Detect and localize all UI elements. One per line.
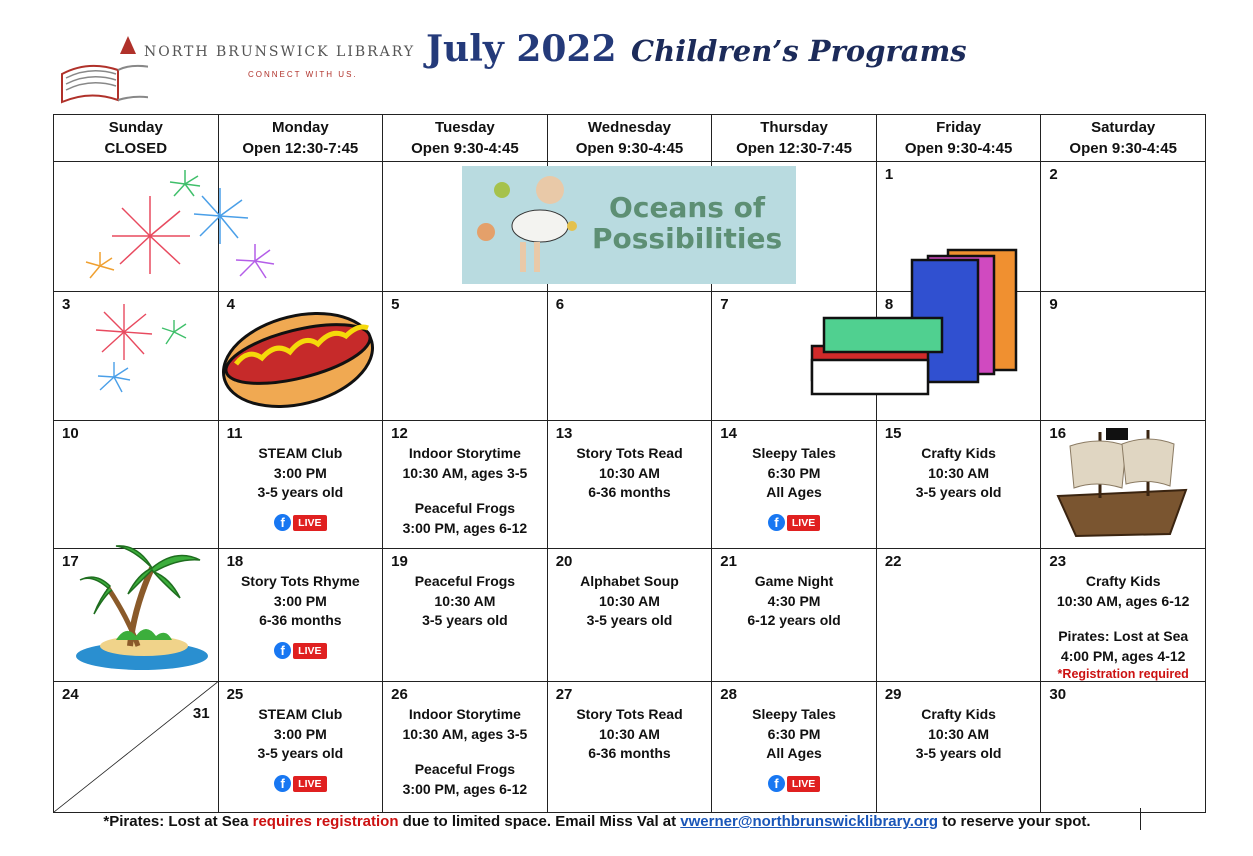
weekday-hours: Open 9:30-4:45 xyxy=(1069,140,1177,157)
event-title: Sleepy Tales xyxy=(752,706,836,722)
day-number: 3 xyxy=(62,296,71,313)
event-detail: 4:00 PM, ages 4-12 xyxy=(1060,647,1186,664)
event-detail: 10:30 AM xyxy=(928,464,990,481)
day-number: 18 xyxy=(226,553,244,570)
event-title: Story Tots Rhyme xyxy=(240,573,360,589)
event-detail: 10:30 AM xyxy=(434,592,496,609)
weekday-name: Monday xyxy=(272,119,329,136)
weekday-name: Saturday xyxy=(1091,119,1156,136)
event-detail: 3:00 PM, ages 6-12 xyxy=(402,780,528,797)
day-number: 23 xyxy=(1049,553,1067,570)
event-title: Pirates: Lost at Sea xyxy=(1058,628,1189,644)
hotdog-icon xyxy=(218,298,380,416)
event-detail: 10:30 AM xyxy=(928,725,990,742)
event-title: Crafty Kids xyxy=(1085,573,1161,589)
live-label: LIVE xyxy=(293,776,326,792)
day-cell-11 xyxy=(218,421,383,549)
event-spacer xyxy=(383,744,547,760)
facebook-live-badge[interactable] xyxy=(768,774,820,792)
event-title: Peaceful Frogs xyxy=(414,573,516,589)
day-number-secondary: 31 xyxy=(192,705,210,722)
library-tagline: CONNECT WITH US. xyxy=(248,70,358,79)
day-number: 16 xyxy=(1049,425,1067,442)
day-number: 26 xyxy=(391,686,408,703)
facebook-icon: f xyxy=(274,642,291,659)
facebook-live-badge[interactable] xyxy=(274,641,326,659)
weekday-name: Thursday xyxy=(760,119,828,136)
day-number: 29 xyxy=(884,686,902,703)
day-cell-9 xyxy=(1041,292,1206,421)
event-title: Crafty Kids xyxy=(921,445,996,461)
event-detail: 3-5 years old xyxy=(257,484,344,500)
event-detail: 3:00 PM, ages 6-12 xyxy=(402,519,528,536)
weekday-thursday xyxy=(712,115,877,162)
event-block xyxy=(383,572,547,631)
facebook-live-badge[interactable] xyxy=(768,513,820,531)
child-with-bird-icon xyxy=(462,166,592,284)
calendar-week-row xyxy=(54,549,1206,682)
banner-title xyxy=(592,192,782,254)
event-block xyxy=(548,705,712,764)
event-title: Game Night xyxy=(754,573,834,589)
day-number: 28 xyxy=(720,686,737,703)
weekday-wednesday xyxy=(547,115,712,162)
weekday-hours: Open 9:30-4:45 xyxy=(575,140,684,157)
event-detail: All Ages xyxy=(766,745,822,761)
event-title: Crafty Kids xyxy=(921,706,996,722)
event-detail: 6-36 months xyxy=(259,612,342,628)
facebook-icon: f xyxy=(274,514,291,531)
footnote-highlight: requires registration xyxy=(252,813,399,830)
event-title: Sleepy Tales xyxy=(752,445,836,461)
event-detail: 4:30 PM xyxy=(767,592,821,609)
day-cell-14 xyxy=(712,421,877,549)
day-cell-22 xyxy=(876,549,1041,682)
footnote-text-1: *Pirates: Lost at Sea xyxy=(103,813,253,830)
event-detail: 10:30 AM xyxy=(598,592,660,609)
pirate-ship-icon xyxy=(1052,426,1192,544)
palm-island-icon xyxy=(72,528,212,674)
footnote-text-3: to reserve your spot. xyxy=(938,813,1091,830)
day-number: 21 xyxy=(720,553,737,570)
event-block xyxy=(712,572,876,631)
event-block xyxy=(548,444,712,503)
day-number: 6 xyxy=(555,296,565,313)
day-cell-2 xyxy=(1041,162,1206,292)
fireworks-icon xyxy=(70,166,310,290)
weekday-hours: CLOSED xyxy=(104,140,168,157)
weekday-monday xyxy=(218,115,383,162)
day-number: 14 xyxy=(720,425,737,442)
day-number: 15 xyxy=(884,425,902,442)
day-cell-23 xyxy=(1041,549,1206,682)
event-title: Alphabet Soup xyxy=(580,573,679,589)
weekday-saturday xyxy=(1041,115,1206,162)
event-detail: 10:30 AM, ages 3-5 xyxy=(402,464,528,481)
day-number: 30 xyxy=(1049,686,1067,703)
calendar-week-row xyxy=(54,421,1206,549)
day-cell-18 xyxy=(218,549,383,682)
event-detail: 6-36 months xyxy=(588,745,671,761)
live-label: LIVE xyxy=(293,515,326,531)
library-name: NORTH BRUNSWICK LIBRARY xyxy=(144,44,416,60)
weekday-header-row xyxy=(54,115,1206,162)
calendar-week-row xyxy=(54,682,1206,813)
event-detail: 3:00 PM xyxy=(273,464,327,481)
event-title: Story Tots Read xyxy=(576,706,683,722)
banner-line-1: Oceans of xyxy=(609,191,766,224)
live-label: LIVE xyxy=(787,776,820,792)
day-cell-13 xyxy=(547,421,712,549)
event-detail: 10:30 AM xyxy=(598,464,660,481)
event-title: Peaceful Frogs xyxy=(414,761,516,777)
event-detail: 6:30 PM xyxy=(767,725,821,742)
day-cell-26 xyxy=(383,682,548,813)
day-number: 22 xyxy=(884,553,902,570)
facebook-live-badge[interactable] xyxy=(274,513,326,531)
day-cell-27 xyxy=(547,682,712,813)
registration-note: *Registration required xyxy=(1057,667,1189,681)
event-block xyxy=(1041,572,1205,682)
event-title: Indoor Storytime xyxy=(408,445,521,461)
title-month: July 2022 xyxy=(426,28,617,70)
weekday-hours: Open 9:30-4:45 xyxy=(904,140,1013,157)
facebook-icon: f xyxy=(274,775,291,792)
banner-line-2: Possibilities xyxy=(592,222,783,255)
day-cell-19 xyxy=(383,549,548,682)
day-cell-15 xyxy=(876,421,1041,549)
day-cell-6 xyxy=(547,292,712,421)
event-block xyxy=(548,572,712,631)
event-detail: 3-5 years old xyxy=(422,612,508,628)
day-cell-25 xyxy=(218,682,383,813)
weekday-friday xyxy=(876,115,1041,162)
event-block xyxy=(383,444,547,538)
event-detail: All Ages xyxy=(766,484,822,500)
day-cell-29 xyxy=(876,682,1041,813)
email-link[interactable]: vwerner@northbrunswicklibrary.org xyxy=(680,813,939,830)
day-cell-5 xyxy=(383,292,548,421)
footer-divider xyxy=(1140,808,1141,830)
event-detail: 10:30 AM, ages 3-5 xyxy=(402,725,528,742)
fireworks-icon xyxy=(74,292,204,404)
title-programs: Children’s Programs xyxy=(630,34,967,68)
event-title: Peaceful Frogs xyxy=(414,500,516,516)
weekday-name: Sunday xyxy=(108,119,163,136)
weekday-tuesday xyxy=(383,115,548,162)
day-number: 10 xyxy=(62,425,79,442)
weekday-sunday xyxy=(54,115,219,162)
day-number: 20 xyxy=(555,553,573,570)
event-detail: 10:30 AM, ages 6-12 xyxy=(1056,592,1190,609)
live-label: LIVE xyxy=(787,515,820,531)
day-number: 27 xyxy=(555,686,573,703)
event-title: Story Tots Read xyxy=(576,445,683,461)
weekday-hours: Open 9:30-4:45 xyxy=(411,140,519,157)
footnote-text-2: due to limited space. Email Miss Val at xyxy=(398,813,681,830)
day-number: 11 xyxy=(226,425,243,442)
weekday-name: Wednesday xyxy=(587,119,672,136)
event-block xyxy=(712,444,876,532)
day-number: 12 xyxy=(391,425,408,442)
live-label: LIVE xyxy=(293,643,326,659)
event-title: STEAM Club xyxy=(258,706,343,722)
day-number: 25 xyxy=(226,686,244,703)
event-detail: 3-5 years old xyxy=(257,745,344,761)
event-block xyxy=(219,572,383,660)
library-logo xyxy=(58,30,416,108)
facebook-live-badge[interactable] xyxy=(274,774,326,792)
day-number: 1 xyxy=(884,166,894,183)
event-spacer xyxy=(1041,611,1205,627)
day-number: 5 xyxy=(391,296,400,313)
day-cell-12 xyxy=(383,421,548,549)
weekday-hours: Open 12:30-7:45 xyxy=(736,140,852,157)
event-spacer xyxy=(383,483,547,499)
day-cell-30 xyxy=(1041,682,1206,813)
registration-footnote xyxy=(53,812,1141,832)
facebook-icon: f xyxy=(768,775,785,792)
event-title: STEAM Club xyxy=(258,445,343,461)
day-cell-21 xyxy=(712,549,877,682)
event-detail: 6-36 months xyxy=(588,484,671,500)
day-cell-20 xyxy=(547,549,712,682)
event-block xyxy=(219,444,383,532)
event-block xyxy=(877,705,1041,764)
day-number: 9 xyxy=(1049,296,1058,313)
event-detail: 6:30 PM xyxy=(767,464,821,481)
oceans-banner xyxy=(462,166,796,284)
event-detail: 3-5 years old xyxy=(915,745,1002,761)
weekday-name: Tuesday xyxy=(435,119,495,136)
weekday-name: Friday xyxy=(936,119,982,136)
event-detail: 3:00 PM xyxy=(273,725,327,742)
books-stack-icon xyxy=(808,246,1022,410)
event-block xyxy=(877,444,1041,503)
page-title xyxy=(426,28,967,70)
day-number: 8 xyxy=(884,296,894,313)
day-number: 4 xyxy=(226,296,235,313)
event-detail: 3-5 years old xyxy=(586,612,673,628)
event-detail: 6-12 years old xyxy=(747,612,841,628)
day-number: 24 xyxy=(62,686,79,703)
event-detail: 10:30 AM xyxy=(598,725,660,742)
day-cell-28 xyxy=(712,682,877,813)
facebook-icon: f xyxy=(768,514,785,531)
weekday-hours: Open 12:30-7:45 xyxy=(242,140,359,157)
event-title: Indoor Storytime xyxy=(408,706,521,722)
open-book-icon xyxy=(58,30,148,108)
event-block xyxy=(712,705,876,793)
day-number: 13 xyxy=(555,425,573,442)
day-number: 2 xyxy=(1049,166,1058,183)
event-block xyxy=(219,705,383,793)
event-detail: 3-5 years old xyxy=(915,484,1002,500)
event-detail: 3:00 PM xyxy=(273,592,327,609)
day-number: 17 xyxy=(62,553,79,570)
day-number: 7 xyxy=(720,296,729,313)
event-block xyxy=(383,705,547,799)
day-number: 19 xyxy=(391,553,408,570)
day-cell-24 xyxy=(54,682,219,813)
